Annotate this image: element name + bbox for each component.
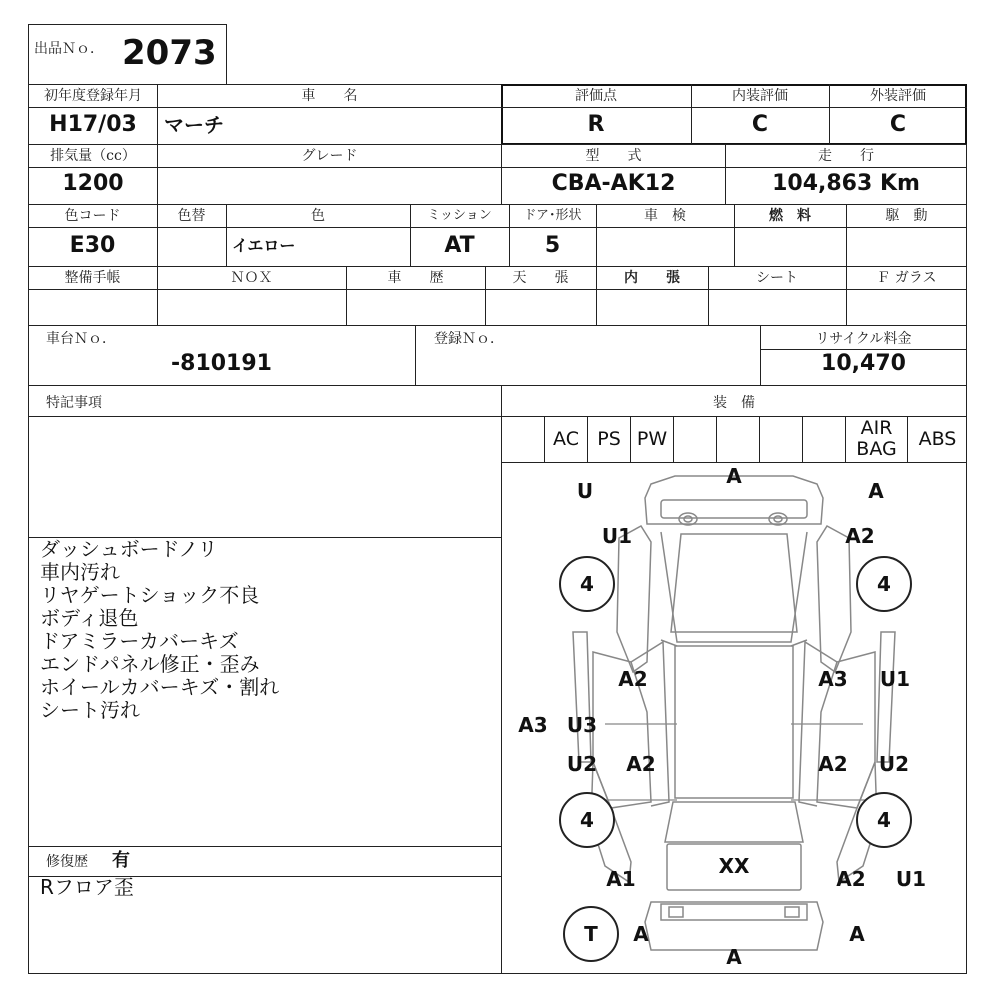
note-line: ホイールカバーキズ・割れ: [40, 675, 280, 699]
name-label: 車 名: [301, 88, 358, 104]
model-value: CBA-AK12: [551, 171, 676, 196]
colorcode-label: 色コード: [64, 208, 121, 224]
equip-slot: [802, 416, 845, 462]
model-label: 型 式: [585, 148, 642, 164]
mark-r-front-door: U1: [879, 667, 911, 691]
color-label: 色: [311, 208, 325, 224]
door-value: 5: [544, 233, 561, 258]
seat-label: シート: [756, 270, 798, 286]
mark-rear: A: [726, 945, 742, 969]
name-value: マーチ: [164, 113, 224, 137]
trans-label: ミッション: [427, 208, 492, 223]
equip-slot: [673, 416, 716, 462]
repair-value: 有: [112, 850, 130, 871]
equip-slot: [716, 416, 759, 462]
mark-r-quarter-u: U1: [895, 867, 927, 891]
equip-ps: PS: [587, 416, 630, 462]
recycle-value: 10,470: [821, 351, 906, 376]
disp-label: 排気量（cc）: [50, 148, 136, 164]
grade-value: R: [587, 112, 605, 137]
interior-value: C: [751, 112, 769, 137]
chassis-label: 車台Ｎｏ．: [46, 331, 116, 347]
lot-label: 出品Ｎｏ．: [34, 41, 104, 57]
lot-number: 2073: [122, 33, 217, 73]
equip-slot: [501, 416, 544, 462]
tire-lf: 4: [559, 556, 615, 612]
mark-l-door-a: A3: [518, 713, 548, 737]
fuel-label: 燃 料: [769, 208, 811, 224]
mark-l-quarter: A1: [606, 867, 636, 891]
note-line: ダッシュボードノリ: [40, 537, 218, 561]
grade-label: 評価点: [575, 88, 617, 104]
reg-value: H17/03: [49, 112, 137, 137]
mark-front-right: A: [868, 479, 884, 503]
repair-detail: Rフロア歪: [40, 875, 134, 899]
notes-list: [40, 538, 279, 722]
glass-label: Ｆ ガラス: [876, 270, 937, 286]
equip-ac: AC: [544, 416, 587, 462]
exterior-value: C: [889, 112, 907, 137]
equip-airbag: AIR BAG: [845, 416, 907, 462]
mark-hood-r: A3: [818, 667, 848, 691]
history-label: 車 歴: [387, 270, 444, 286]
note-line: 車内汚れ: [40, 560, 120, 584]
equip-slot: [759, 416, 802, 462]
equipment-label: 装 備: [713, 395, 755, 411]
trans-value: AT: [444, 233, 475, 258]
tire-lr: 4: [559, 792, 615, 848]
disp-value: 1200: [62, 171, 124, 196]
lining-label: 内 張: [624, 270, 680, 286]
note-line: シート汚れ: [40, 698, 140, 722]
notes-label: 特記事項: [46, 395, 102, 411]
equip-pw: PW: [630, 416, 673, 462]
mark-r-quarter: A2: [836, 867, 866, 891]
note-line: エンドパネル修正・歪み: [40, 652, 260, 676]
spare-tire: T: [563, 906, 619, 962]
colorcode-value: E30: [69, 233, 116, 258]
mark-rear-l: A: [633, 922, 649, 946]
reg-label: 初年度登録年月: [44, 88, 142, 104]
regno-label: 登録Ｎｏ．: [434, 331, 504, 347]
inspection-label: 車 検: [644, 208, 686, 224]
nox-label: ＮＯＸ: [230, 270, 273, 286]
mark-r-rear-a: A2: [818, 752, 848, 776]
mark-front: A: [726, 464, 742, 488]
repair-label: 修復歴: [46, 854, 88, 870]
mark-front-left: U: [576, 479, 594, 503]
color-value: イエロー: [232, 236, 296, 255]
mark-l-fender: U1: [601, 524, 633, 548]
mileage-value: 104,863 Km: [772, 171, 920, 196]
mark-l-door-u: U3: [566, 713, 598, 737]
repaint-label: 色替: [177, 208, 206, 224]
door-label: ドア･形状: [523, 208, 582, 223]
exterior-label: 外装評価: [870, 88, 926, 104]
roof-label: 天 張: [512, 270, 569, 286]
mark-hood-l: A2: [618, 667, 648, 691]
drive-label: 駆 動: [885, 208, 928, 224]
trim-label: グレード: [301, 148, 358, 164]
note-line: ドアミラーカバーキズ: [40, 629, 239, 653]
tire-rr: 4: [856, 792, 912, 848]
recycle-label: リサイクル料金: [815, 331, 912, 347]
interior-label: 内装評価: [732, 88, 788, 104]
equip-abs: ABS: [907, 416, 967, 462]
service-label: 整備手帳: [64, 270, 121, 286]
mark-rear-glass: XX: [718, 854, 750, 878]
mileage-label: 走 行: [818, 148, 874, 164]
mark-l-rear-u: U2: [566, 752, 598, 776]
chassis-value: -810191: [171, 351, 272, 376]
mark-l-rear-a: A2: [626, 752, 656, 776]
mark-r-rear-u: U2: [878, 752, 910, 776]
note-line: ボディ退色: [40, 606, 139, 630]
mark-r-fender: A2: [845, 524, 875, 548]
note-line: リヤゲートショック不良: [40, 583, 260, 607]
mark-rear-r: A: [849, 922, 865, 946]
tire-rf: 4: [856, 556, 912, 612]
